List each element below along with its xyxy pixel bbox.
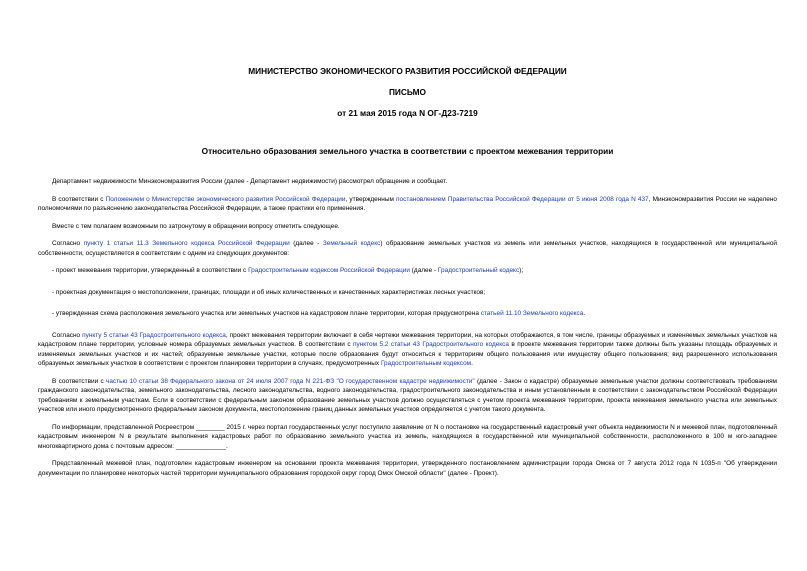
text: (далее - bbox=[410, 267, 438, 274]
text: , Минэкономразвития России не наделено полномочиями по разъяснению законодательства Российской Федерации, а также практики его применения. bbox=[38, 195, 777, 212]
text: . bbox=[471, 360, 473, 367]
link-land-code-article-11-3[interactable]: пункту 1 статьи 11.3 Земельного кодекса Российской Федерации bbox=[83, 240, 290, 247]
link-land-code[interactable]: Земельный кодекс bbox=[322, 240, 381, 247]
link-urban-code-short[interactable]: Градостроительным кодексом bbox=[380, 360, 472, 367]
paragraph-6 bbox=[38, 377, 777, 415]
text: - проект межевания территории, утвержденный в соответствии с bbox=[52, 267, 249, 274]
document-type: ПИСЬМО bbox=[388, 87, 427, 97]
list-item-1 bbox=[38, 266, 777, 276]
document-date-number: от 21 мая 2015 года N ОГ-Д23-7219 bbox=[337, 108, 478, 118]
text: ); bbox=[519, 267, 524, 274]
link-urban-code-article-43-p5[interactable]: пункту 5 статьи 43 Градостроительного кодекса bbox=[82, 331, 226, 339]
text: Согласно bbox=[52, 240, 84, 247]
text: Согласно bbox=[52, 331, 83, 339]
document-subject: Относительно образования земельного участка в соответствии с проектом межевания территории bbox=[201, 146, 614, 156]
paragraph-4 bbox=[38, 239, 777, 258]
paragraph-1: Департамент недвижимости Минэкономразвития России (далее - Департамент недвижимости) рассмотрел обращение и сообщает. bbox=[52, 178, 448, 185]
text: В соответствии с bbox=[52, 377, 106, 385]
link-urban-planning-code[interactable]: Градостроительный кодекс bbox=[437, 267, 520, 274]
link-urban-planning-code-rf[interactable]: Градостроительным кодексом Российской Федерации bbox=[248, 267, 410, 274]
text: , проект межевания территории включает в себя чертежи межевания территории, на которых отображаются, в том числе, границы образуемых и изменяемых земельных участков на кадастровом плане территории, условные номера образуемых земельных участков. В соответствии с bbox=[38, 331, 777, 348]
text: в проекте межевания территории также должны быть указаны площадь образуемых и изменяемых земельных участков и их частей; образуемые земельные участки, которые после образования будут относиться к территориям общего пользования или имуществу общего пользования; вид разрешенного использования образуемых земельных участков в соответствии с проектом планировки территории в случаях, предусмотренных bbox=[38, 341, 777, 367]
ministry-title: МИНИСТЕРСТВО ЭКОНОМИЧЕСКОГО РАЗВИТИЯ РОССИЙСКОЙ ФЕДЕРАЦИИ bbox=[248, 66, 567, 76]
text: В соответствии с bbox=[52, 195, 106, 203]
paragraph-2 bbox=[38, 195, 777, 214]
list-item-3 bbox=[38, 309, 777, 319]
text: - утвержденная схема расположения земельного участка или земельных участков на кадастровом плане территории, которая предусмотрена bbox=[52, 310, 481, 317]
text: (далее - bbox=[289, 240, 323, 247]
link-government-decree-437[interactable]: постановлением Правительства Российской Федерации от 5 июня 2008 года N 437 bbox=[396, 195, 649, 203]
link-federal-law-221[interactable]: частью 10 статьи 38 Федерального закона от 24 июля 2007 года N 221-ФЗ "О государственном кадастре недвижимости" bbox=[106, 377, 475, 385]
text: . bbox=[583, 310, 586, 317]
link-ministry-regulation[interactable]: Положением о Министерстве экономического развития Российской Федерации bbox=[105, 195, 346, 203]
link-urban-code-article-43-p5-2[interactable]: пунктом 5.2 статьи 43 Градостроительного кодекса bbox=[353, 341, 509, 348]
link-land-code-article-11-10[interactable]: статьей 11.10 Земельного кодекса bbox=[480, 310, 584, 317]
text: (далее - Закон о кадастре) образуемые земельные участки должны соответствовать требованиям гражданского законодательства, земельного законодательства, лесного законодательства, водного законодательства, градостроительного законодательства и иным установленным в соответствии с законодательством Российской Федерации требованиям к земельным участкам. Если в соответствии с федеральным законом образование земельных участков должно осуществляться с учетом проекта межевания территории, проекта межевания земельного участка или земельных участков или иного предусмотренного федеральным законом документа, местоположение границ данных земельных участков определяется с учетом такого документа. bbox=[38, 377, 777, 413]
paragraph-8: Представленный межевой план, подготовлен кадастровым инженером на основании проекта межевания территории, утвержденного постановлением администрации города Омска от 7 августа 2012 года N 1035-п "Об утверждении документации по планировке некоторых частей территории муниципального образования городской округ город Омск Омской области" (далее - Проект). bbox=[38, 460, 777, 477]
paragraph-7: По информации, представленной Росреестром ________ 2015 г. через портал государственных услуг поступило заявление от N о постановке на государственный кадастровый учет объекта недвижимости N и межевой план, подготовленный кадастровым инженером N в результате выполнения кадастровых работ по образованию земельного участка из земель, находящихся в государственной или муниципальной собственности, расположенного в 100 м юго-западнее многоквартирного дома с почтовым адресом: ______________. bbox=[38, 423, 777, 450]
text: ) образование земельных участков из земель или земельных участков, находящихся в государственной или муниципальной собственности, осуществляется в соответствии с одним из следующих документов: bbox=[38, 240, 777, 257]
paragraph-3: Вместе с тем полагаем возможным по затронутому в обращении вопросу отметить следующее. bbox=[52, 222, 340, 230]
paragraph-5 bbox=[38, 331, 777, 369]
list-item-2: - проектная документация о местоположении, границах, площади и об иных количественных и качественных характеристиках лесных участков; bbox=[52, 288, 486, 296]
text: , утвержденным bbox=[345, 195, 397, 203]
